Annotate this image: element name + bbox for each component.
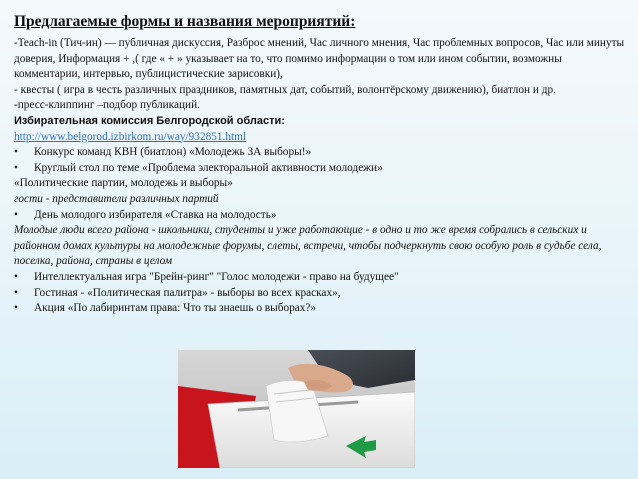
- list-item: [14, 286, 626, 302]
- bullet-mark: •: [14, 146, 18, 159]
- slide-title: Предлагаемые формы и названия мероприятий:: [14, 13, 356, 30]
- paragraph-youth: Молодые люди всего района - школьники, студенты и уже работающие - в одно и то же время собрались в сельских и районном домах культуры на молодежные форумы, слеты, встречи, чтобы подчеркнуть свою особую роль в судьбе села, поселка, района, страны в целом: [14, 224, 602, 268]
- bullet-mark: •: [14, 270, 18, 283]
- list-item-text: День молодого избирателя «Ставка на молодость»: [34, 208, 277, 221]
- bullet-mark: •: [14, 286, 18, 299]
- list-item-text: Гостиная - «Политическая палитра» - выборы во всех красках»,: [34, 286, 341, 299]
- list-item: [14, 161, 626, 177]
- commission-link[interactable]: http://www.belgorod.izbirkom.ru/way/932851.html: [14, 130, 247, 143]
- bullet-mark: •: [14, 161, 18, 174]
- ballot-box-photo: [178, 350, 415, 468]
- paragraph-press-clipping: -пресс-клиппинг –подбор публикаций.: [14, 99, 200, 112]
- list-item: [14, 145, 626, 161]
- list-item: [14, 208, 626, 224]
- list-item-text: Конкурс команд КВН (биатлон) «Молодежь ЗА выборы!»: [34, 146, 312, 159]
- list-item: [14, 301, 626, 317]
- paragraph-teach-in: -Teach-in (Тич-ин) — публичная дискуссия, Разброс мнений, Час личного мнения, Час проблемных вопросов, Час или минуты доверия, Информация + ,( где « + » указывает на то, что помимо информации о том или ином событии, возможны комментарии, интервью, публицистические зарисовки),: [14, 37, 625, 81]
- paragraph-parties: «Политические партии, молодежь и выборы»: [14, 177, 233, 190]
- paragraph-quests: - квесты ( игра в честь различных праздников, памятных дат, событий, волонтёрскому движению), биатлон и др.: [14, 83, 556, 96]
- list-item: [14, 270, 626, 286]
- slide-content: [14, 12, 626, 317]
- list-item-text: Круглый стол по теме «Проблема электоральной активности молодежи»: [34, 161, 383, 174]
- ballot-illustration: [178, 350, 415, 468]
- commission-heading: Избирательная комиссия Белгородской области:: [14, 114, 285, 127]
- paragraph-guests: гости - представители различных партий: [14, 192, 219, 205]
- list-item-text: Акция «По лабиринтам права: Что ты знаешь о выборах?»: [34, 302, 317, 315]
- list-item-text: Интеллектуальная игра "Брейн-ринг" "Голос молодежи - право на будущее": [34, 270, 399, 283]
- bullet-mark: •: [14, 208, 18, 221]
- bullet-mark: •: [14, 302, 18, 315]
